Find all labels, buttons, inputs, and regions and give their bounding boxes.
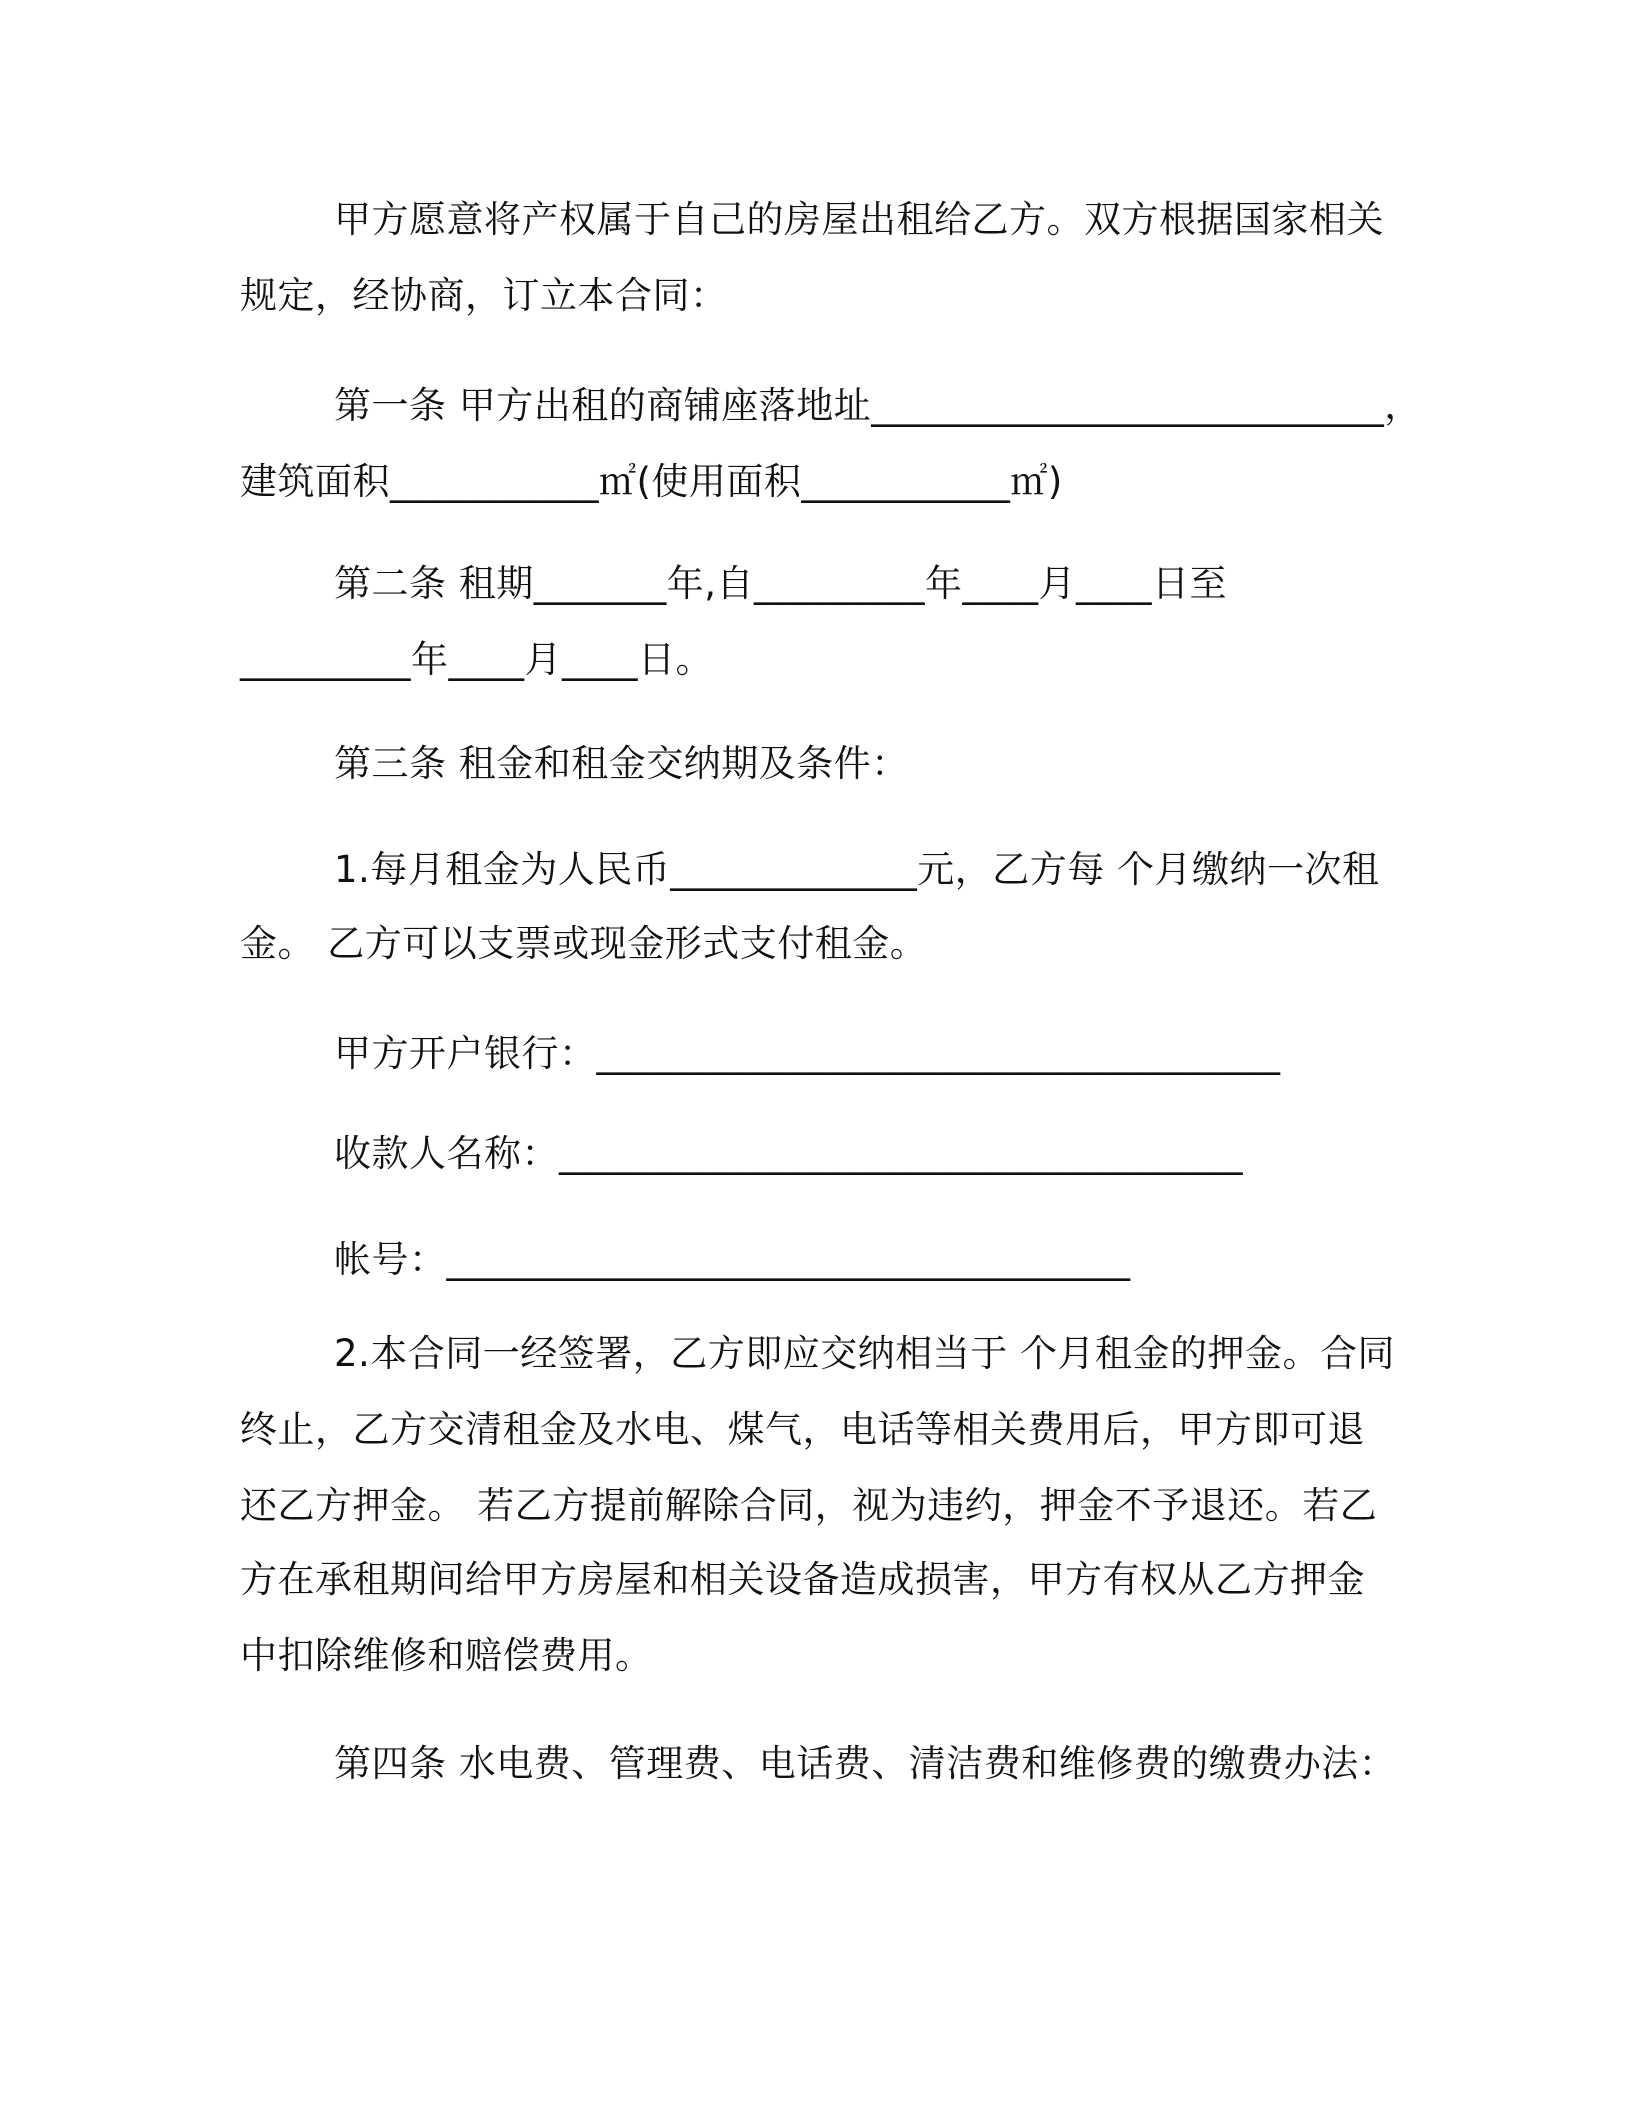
account-field: 帐号：____________________________________ — [334, 1238, 1131, 1281]
article2-line-2: _________年____月____日。 — [240, 638, 713, 681]
intro-line-1: 甲方愿意将产权属于自己的房屋出租给乙方。双方根据国家相关 — [334, 198, 1384, 241]
clause2-line-1: 2.本合同一经签署，乙方即应交纳相当于 个月租金的押金。合同 — [334, 1332, 1396, 1375]
payee-field: 收款人名称：____________________________________ — [334, 1132, 1243, 1175]
clause1-line-1: 1.每月租金为人民币_____________元，乙方每 个月缴纳一次租 — [334, 848, 1380, 891]
clause2-line-4: 方在承租期间给甲方房屋和相关设备造成损害，甲方有权从乙方押金 — [240, 1558, 1365, 1601]
intro-line-2: 规定，经协商，订立本合同： — [240, 274, 728, 317]
article1-line-1: 第一条 甲方出租的商铺座落地址___________________________， — [334, 384, 1422, 427]
bank-field: 甲方开户银行：____________________________________ — [334, 1032, 1281, 1075]
article1-line-2: 建筑面积___________㎡(使用面积___________㎡) — [240, 460, 1063, 503]
clause1-line-2: 金。 乙方可以支票或现金形式支付租金。 — [240, 922, 928, 965]
article4-title: 第四条 水电费、管理费、电话费、清洁费和维修费的缴费办法： — [334, 1742, 1397, 1785]
clause2-line-3: 还乙方押金。 若乙方提前解除合同，视为违约，押金不予退还。若乙 — [240, 1484, 1378, 1527]
clause2-line-2: 终止，乙方交清租金及水电、煤气，电话等相关费用后，甲方即可退 — [240, 1408, 1365, 1451]
clause2-line-5: 中扣除维修和赔偿费用。 — [240, 1634, 653, 1677]
article2-line-1: 第二条 租期_______年,自_________年____月____日至 — [334, 562, 1228, 605]
article3-title: 第三条 租金和租金交纳期及条件： — [334, 742, 909, 785]
